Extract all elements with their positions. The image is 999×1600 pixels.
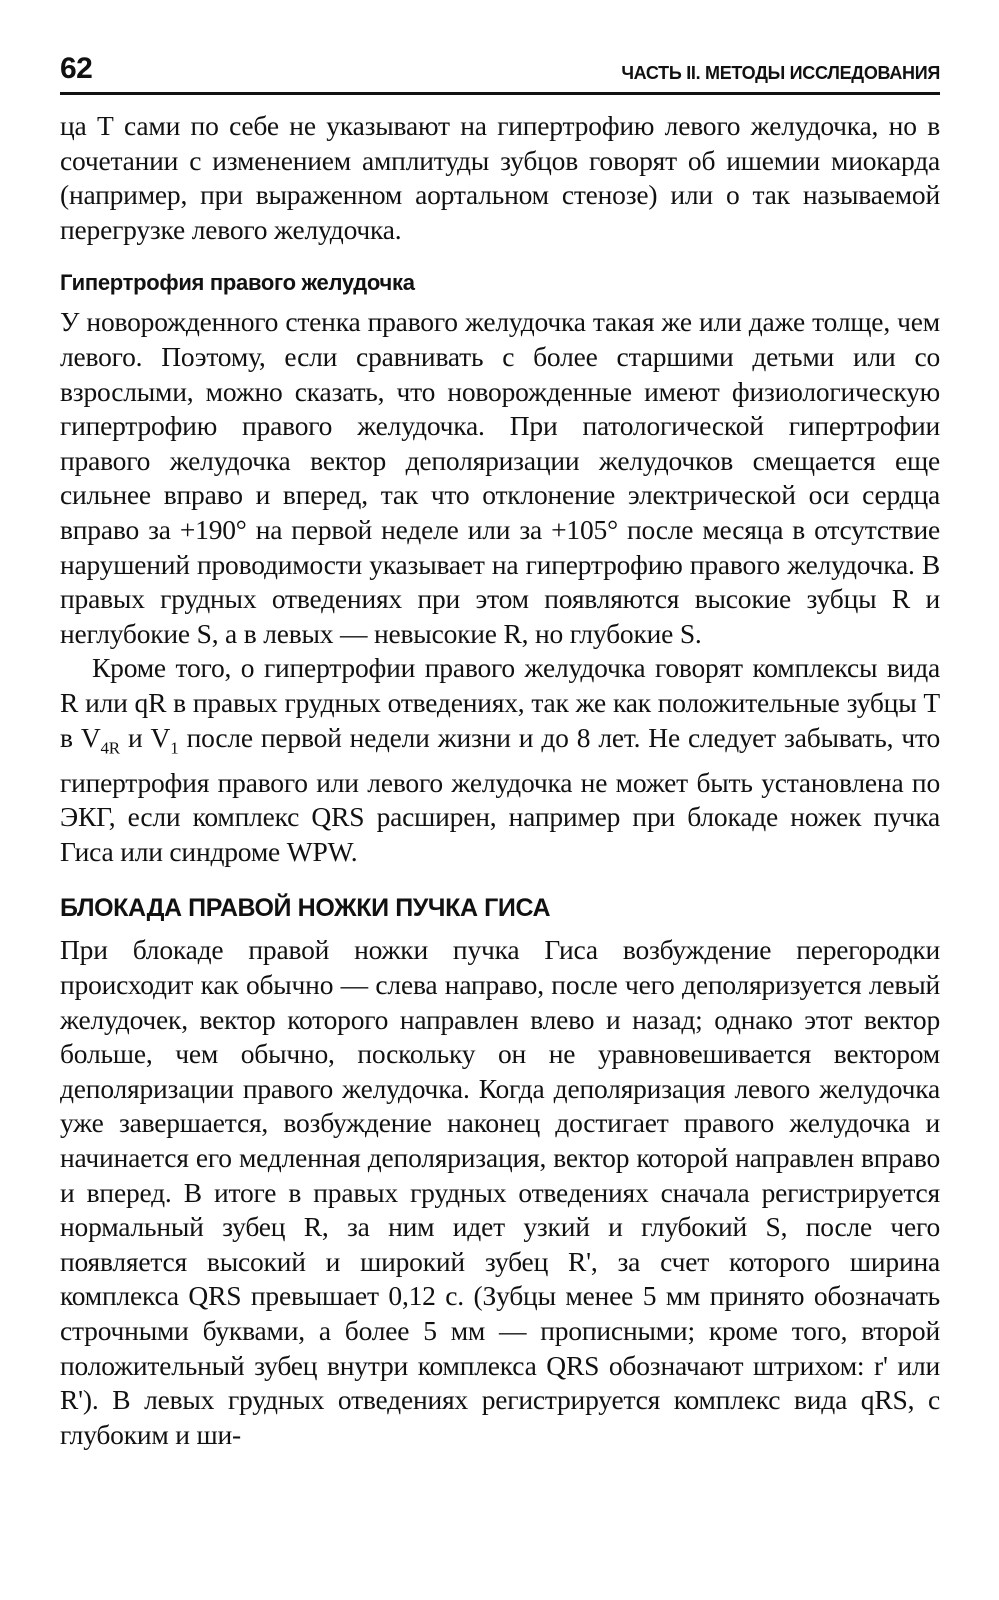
book-page [60,40,940,1560]
subheading-right-ventricular-hypertrophy: Гипертрофия правого желудочка [60,270,415,296]
paragraph-rvh-1: У новорожденного стенка правого желудочка такая же или даже толще, чем левого. Поэтому, если сравнивать с более старшими детьми или со взрослыми, можно сказать, что новорожденные имеют физиологическую гипертрофию правого желудочка. При патологической гипертрофии правого желудочка вектор деполяризации желудочков смещается еще сильнее вправо и вперед, так что отклонение электрической оси сердца вправо за +190° на первой неделе или за +105° после месяца в отсутствие нарушений проводимости указывает на гипертрофию правого желудочка. В правых грудных отведениях при этом появляются высокие зубцы R и неглубокие S, а в левых — невысокие R, но глубокие S. [60,306,940,649]
paragraph-rvh-2-part-a: Кроме того, о гипертрофии правого желудочка говорят комплексы вида R или qR в правых грудных отведениях, так же как положительные зубцы T в V [60,652,940,753]
paragraph-rvh-2 [60,651,940,869]
running-title: ЧАСТЬ II. МЕТОДЫ ИССЛЕДОВАНИЯ [621,63,940,83]
section-heading-rbbb: БЛОКАДА ПРАВОЙ НОЖКИ ПУЧКА ГИСА [60,894,551,923]
lead-subscript-1: 1 [170,738,179,757]
running-header [60,40,940,95]
paragraph-rbbb: При блокаде правой ножки пучка Гиса возбуждение перегородки происходит как обычно — слева направо, после чего деполяризуется левый желудочек, вектор которого направлен влево и назад; однако этот вектор больше, чем обычно, поскольку он не уравновешивается вектором деполяризации правого желудочка. Когда деполяризация левого желудочка уже завершается, возбуждение наконец достигает правого желудочка и начинается его медленная деполяризация, вектор которой направлен вправо и вперед. В итоге в правых грудных отведениях сначала регистрируется нормальный зубец R, за ним идет узкий и глубокий S, после чего появляется высокий и широкий зубец R', за счет которого ширина комплекса QRS превышает 0,12 с. (Зубцы менее 5 мм принято обозначать строчными буквами, а более 5 мм — прописными; кроме того, второй положительный зубец внутри комплекса QRS обозначают штрихом: r' или R'). В левых грудных отведениях регистрируется комплекс вида qRS, с глубоким и ши- [60,934,940,1450]
page-number: 62 [60,52,93,85]
lead-subscript-4r: 4R [100,738,120,757]
paragraph-rvh-2-part-b: и V [119,721,171,753]
paragraph-rvh-2-part-c: после первой недели жизни и до 8 лет. Не следует забывать, что гипертрофия правого или левого желудочка не может быть установлена по ЭКГ, если комплекс QRS расширен, например при блокаде ножек пучка Гиса или синдроме WPW. [60,721,941,867]
paragraph-continuation: ца Т сами по себе не указывают на гипертрофию левого желудочка, но в сочетании с изменением амплитуды зубцов говорят об ишемии миокарда (например, при выраженном аортальном стенозе) или о так называемой перегрузке левого желудочка. [60,110,940,245]
body-text [60,109,940,1452]
